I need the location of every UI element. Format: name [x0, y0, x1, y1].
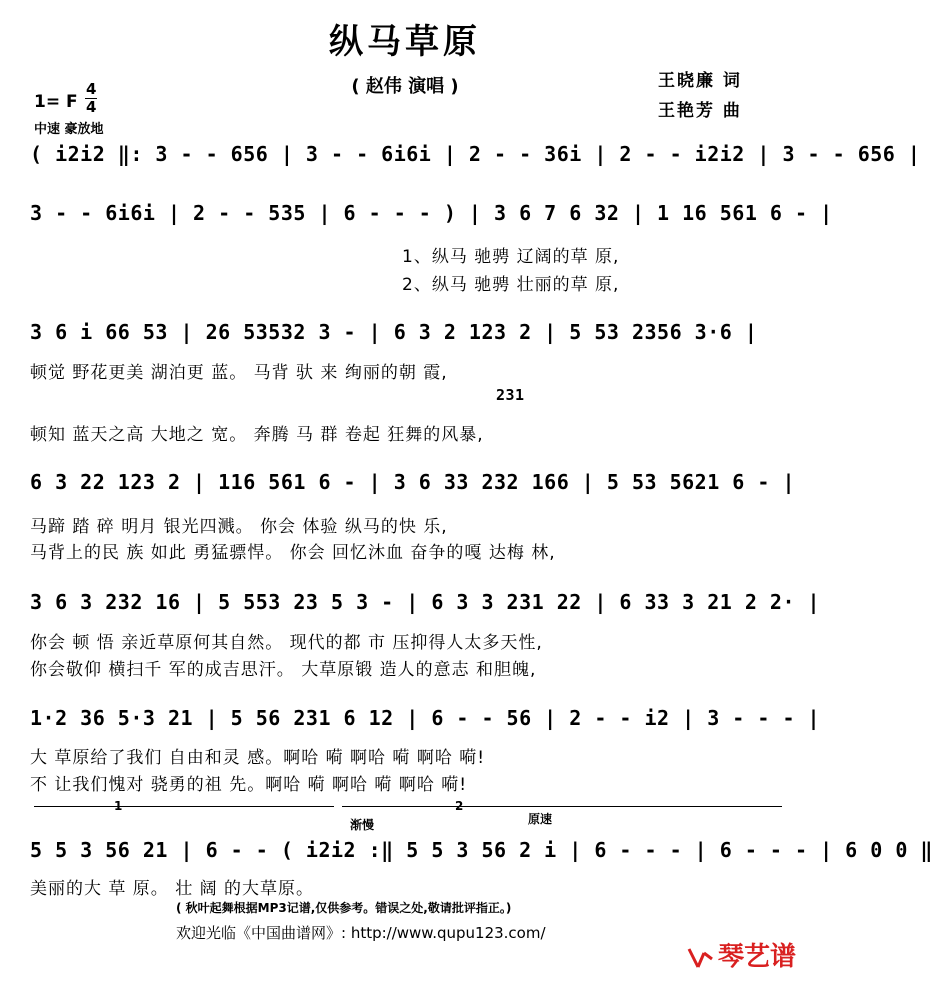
volta-bracket-2: [342, 806, 782, 807]
system-6-lyric-2: 不 让我们愧对 骁勇的祖 先。啊哈 嗬 啊哈 嗬 啊哈 嗬!: [30, 775, 468, 795]
key-signature: 1= F: [34, 92, 78, 112]
lyricist-credit: 王晓廉 词: [658, 71, 742, 91]
system-4-lyric-1: 马蹄 踏 碎 明月 银光四溅。 你会 体验 纵马的快 乐,: [30, 517, 448, 537]
system-5-lyric-2: 你会敬仰 横扫千 军的成吉思汗。 大草原锻 造人的意志 和胆魄,: [30, 660, 537, 680]
volta-bracket-1: [34, 806, 334, 807]
system-2-notes: 3 - - 6i6i | 2 - - 535 | 6 - - - ) | 3 6 7 6 32 | 1 16 561 6 - |: [30, 201, 833, 225]
time-signature-top: 4: [86, 80, 97, 98]
system-5-notes: 3 6 3 232 16 | 5 553 23 5 3 - | 6 3 3 231 22 | 6 33 3 21 2 2· |: [30, 590, 821, 614]
system-7-notes: 5 5 3 56 21 | 6 - - ( i2i2 :‖ 5 5 3 56 2 i | 6 - - - | 6 - - - | 6 0 0 ‖: [30, 838, 933, 862]
performer-subtitle: ( 赵伟 演唱 ): [351, 76, 459, 97]
system-1-notes: ( i2i2 ‖: 3 - - 656 | 3 - - 6i6i | 2 - - 36i | 2 - - i2i2 | 3 - - 656 |: [30, 142, 921, 166]
system-3-above-notes: 231: [496, 386, 525, 404]
system-4-lyric-2: 马背上的民 族 如此 勇猛骠悍。 你会 回忆沐血 奋争的嘎 达梅 林,: [30, 543, 556, 563]
tempo-marking: 中速 豪放地: [34, 122, 104, 137]
logo-mark-icon: [686, 945, 714, 971]
system-7-lyric-1: 美丽的大 草 原。 壮 阔 的大草原。: [30, 879, 315, 899]
system-4-notes: 6 3 22 123 2 | 116 561 6 - | 3 6 33 232 166 | 5 53 5621 6 - |: [30, 470, 796, 494]
composer-credit: 王艳芳 曲: [658, 101, 742, 121]
website-credit: 欢迎光临《中国曲谱网》: http://www.qupu123.com/: [176, 924, 546, 942]
a-tempo-mark: 原速: [528, 812, 553, 826]
volta-2-label: 2: [455, 799, 464, 813]
transcriber-note: ( 秋叶起舞根据MP3记谱,仅供参考。错误之处,敬请批评指正。): [176, 901, 512, 915]
site-logo: [686, 936, 796, 973]
system-3-notes: 3 6 i 66 53 | 26 53532 3 - | 6 3 2 123 2 | 5 53 2356 3·6 |: [30, 320, 758, 344]
time-signature-bottom: 4: [86, 98, 97, 116]
song-title: 纵马草原: [329, 22, 481, 62]
ritardando-mark: 渐慢: [350, 818, 375, 832]
system-5-lyric-1: 你会 顿 悟 亲近草原何其自然。 现代的都 市 压抑得人太多天性,: [30, 633, 543, 653]
volta-1-label: 1: [114, 799, 123, 813]
system-6-lyric-1: 大 草原给了我们 自由和灵 感。啊哈 嗬 啊哈 嗬 啊哈 嗬!: [30, 748, 486, 768]
logo-text: 琴艺谱: [717, 942, 796, 972]
system-2-lyric-2: 2、纵马 驰骋 壮丽的草 原,: [402, 275, 620, 295]
system-3-lyric-2: 顿知 蓝天之高 大地之 宽。 奔腾 马 群 卷起 狂舞的风暴,: [30, 425, 484, 445]
system-2-lyric-1: 1、纵马 驰骋 辽阔的草 原,: [402, 247, 620, 267]
system-3-lyric-1: 顿觉 野花更美 湖泊更 蓝。 马背 驮 来 绚丽的朝 霞,: [30, 363, 448, 383]
system-6-notes: 1·2 36 5·3 21 | 5 56 231 6 12 | 6 - - 56 | 2 - - i2 | 3 - - - |: [30, 706, 821, 730]
